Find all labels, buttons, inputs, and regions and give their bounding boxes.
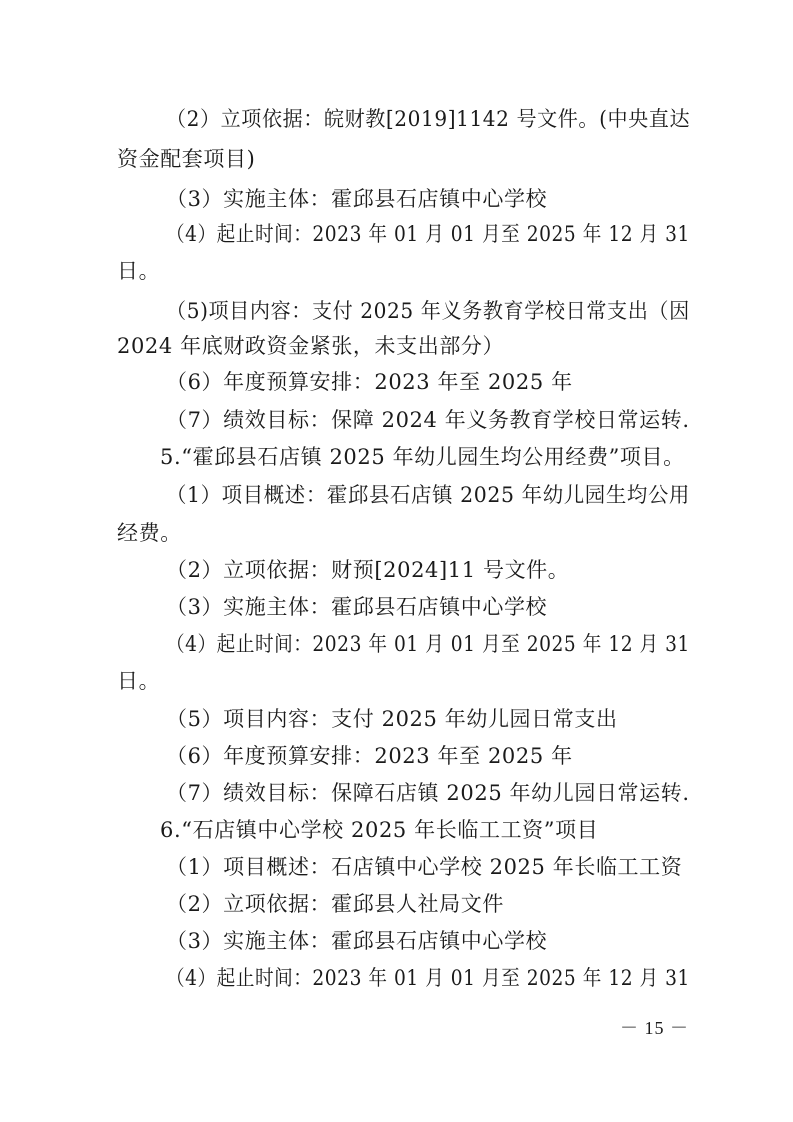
section-heading: 5.“霍邱县石店镇 2025 年幼儿园生均公用经费”项目。 [160,445,685,469]
text-line: （2）立项依据：财预[2024]11 号文件。 [166,558,570,582]
text-line: （4）起止时间：2023 年 01 月 01 月至 2025 年 12 月 31 [166,222,690,246]
text-line: （4）起止时间：2023 年 01 月 01 月至 2025 年 12 月 31 [166,632,690,656]
text-line: 资金配套项目) [117,147,256,171]
text-line: 日。 [117,259,161,283]
text-line: （1）项目概述：霍邱县石店镇 2025 年幼儿园生均公用 [166,483,690,507]
text-line: （3）实施主体：霍邱县石店镇中心学校 [166,595,548,619]
text-line: （5）项目内容：支付 2025 年幼儿园日常支出 [166,707,618,731]
text-line: （2）立项依据：霍邱县人社局文件 [166,892,504,916]
text-line: （3）实施主体：霍邱县石店镇中心学校 [166,929,548,953]
text-line: 日。 [117,669,161,693]
text-line: （2）立项依据：皖财教[2019]1142 号文件。(中央直达 [166,107,691,131]
text-line: （6）年度预算安排：2023 年至 2025 年 [166,370,573,394]
text-line: 2024 年底财政资金紧张，未支出部分） [117,334,505,358]
text-line: 经费。 [117,521,182,545]
text-line: （5)项目内容：支付 2025 年义务教育学校日常支出（因 [166,299,690,323]
text-line: （4）起止时间：2023 年 01 月 01 月至 2025 年 12 月 31 [166,966,690,990]
text-line: （1）项目概述：石店镇中心学校 2025 年长临工工资 [166,855,683,879]
text-line: （6）年度预算安排：2023 年至 2025 年 [166,744,573,768]
text-line: （7）绩效目标：保障 2024 年义务教育学校日常运转. [166,408,690,432]
text-line: （3）实施主体：霍邱县石店镇中心学校 [166,187,548,211]
section-heading: 6.“石店镇中心学校 2025 年长临工工资”项目 [160,818,599,842]
text-line: （7）绩效目标：保障石店镇 2025 年幼儿园日常运转. [166,781,690,805]
page-number: － 15 － [620,1018,689,1038]
